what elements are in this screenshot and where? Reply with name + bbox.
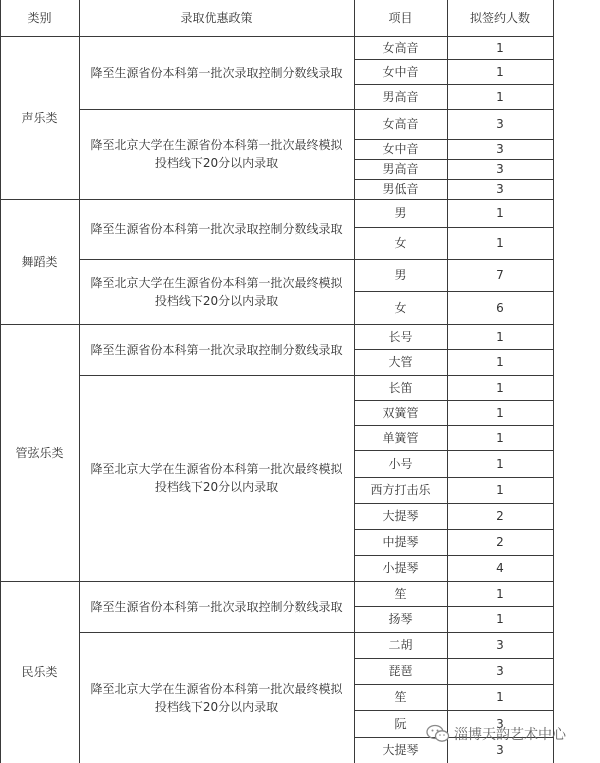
item-cell: 笙	[394, 586, 407, 601]
count-cell: 3	[496, 638, 504, 652]
item-cell: 女	[394, 300, 407, 315]
category-cell: 民乐类	[21, 665, 58, 679]
item-cell: 女高音	[382, 40, 419, 55]
count-cell: 1	[496, 89, 504, 104]
wechat-icon	[426, 724, 450, 744]
count-cell: 1	[496, 586, 504, 601]
watermark-text: 淄博天韵艺术中心	[454, 727, 566, 743]
item-cell: 阮	[394, 716, 407, 731]
policy-cell: 降至北京大学在生源省份本科第一批次最终模拟投档线下20分以内录取	[90, 462, 343, 494]
item-cell: 男高音	[382, 89, 419, 104]
header-policy: 录取优惠政策	[180, 11, 253, 25]
item-cell: 大提琴	[382, 509, 419, 523]
item-cell: 女	[394, 236, 407, 250]
count-cell: 2	[496, 509, 504, 523]
table-rule-vertical	[553, 0, 554, 763]
count-cell: 1	[496, 355, 504, 369]
item-cell: 女高音	[382, 117, 419, 131]
policy-cell: 降至北京大学在生源省份本科第一批次最终模拟投档线下20分以内录取	[90, 138, 343, 170]
count-cell: 4	[496, 561, 504, 575]
policy-cell: 降至生源省份本科第一批次录取控制分数线录取	[90, 65, 343, 80]
item-cell: 小提琴	[382, 561, 419, 575]
count-cell: 1	[496, 329, 504, 344]
item-cell: 笙	[394, 690, 407, 704]
item-cell: 中提琴	[382, 535, 419, 549]
item-cell: 大提琴	[382, 743, 419, 757]
count-cell: 2	[496, 535, 504, 549]
count-cell: 7	[496, 268, 504, 282]
policy-cell: 降至北京大学在生源省份本科第一批次最终模拟投档线下20分以内录取	[90, 681, 343, 714]
count-cell: 3	[496, 743, 504, 757]
item-cell: 长笛	[388, 380, 413, 395]
item-cell: 男	[394, 206, 407, 220]
count-cell: 1	[496, 64, 504, 79]
count-cell: 3	[496, 117, 504, 131]
count-cell: 1	[496, 40, 504, 55]
count-cell: 3	[496, 162, 504, 176]
item-cell: 男低音	[382, 182, 419, 196]
category-cell: 管弦乐类	[15, 445, 64, 460]
watermark	[426, 721, 566, 747]
header-category: 类别	[27, 11, 52, 25]
count-cell: 1	[496, 206, 504, 220]
count-cell: 3	[496, 142, 504, 156]
policy-cell: 降至北京大学在生源省份本科第一批次最终模拟投档线下20分以内录取	[90, 275, 343, 308]
count-cell: 1	[496, 612, 504, 626]
count-cell: 3	[496, 664, 504, 678]
item-cell: 女中音	[382, 142, 419, 156]
header-count: 拟签约人数	[469, 11, 530, 25]
count-cell: 1	[496, 405, 504, 420]
policy-cell: 降至生源省份本科第一批次录取控制分数线录取	[90, 599, 343, 614]
item-cell: 琵琶	[388, 664, 413, 678]
item-cell: 双簧管	[382, 405, 419, 420]
count-cell: 6	[496, 300, 504, 315]
count-cell: 1	[496, 430, 504, 445]
count-cell: 1	[496, 380, 504, 395]
item-cell: 女中音	[382, 64, 419, 79]
count-cell: 3	[496, 182, 504, 196]
policy-cell: 降至生源省份本科第一批次录取控制分数线录取	[90, 222, 343, 236]
policy-cell: 降至生源省份本科第一批次录取控制分数线录取	[90, 342, 343, 357]
item-cell: 长号	[388, 329, 413, 344]
count-cell: 1	[496, 690, 504, 704]
item-cell: 单簧管	[382, 430, 419, 445]
count-cell: 1	[496, 456, 504, 471]
item-cell: 二胡	[388, 638, 413, 652]
header-item: 项目	[388, 11, 413, 25]
count-cell: 1	[496, 483, 504, 497]
item-cell: 西方打击乐	[370, 483, 431, 497]
item-cell: 扬琴	[388, 612, 413, 626]
count-cell: 3	[496, 716, 504, 731]
item-cell: 男	[394, 268, 407, 282]
category-cell: 舞蹈类	[21, 254, 58, 269]
item-cell: 小号	[388, 456, 413, 471]
category-cell: 声乐类	[21, 110, 58, 125]
item-cell: 大管	[388, 355, 413, 369]
item-cell: 男高音	[382, 162, 419, 176]
count-cell: 1	[496, 236, 504, 250]
